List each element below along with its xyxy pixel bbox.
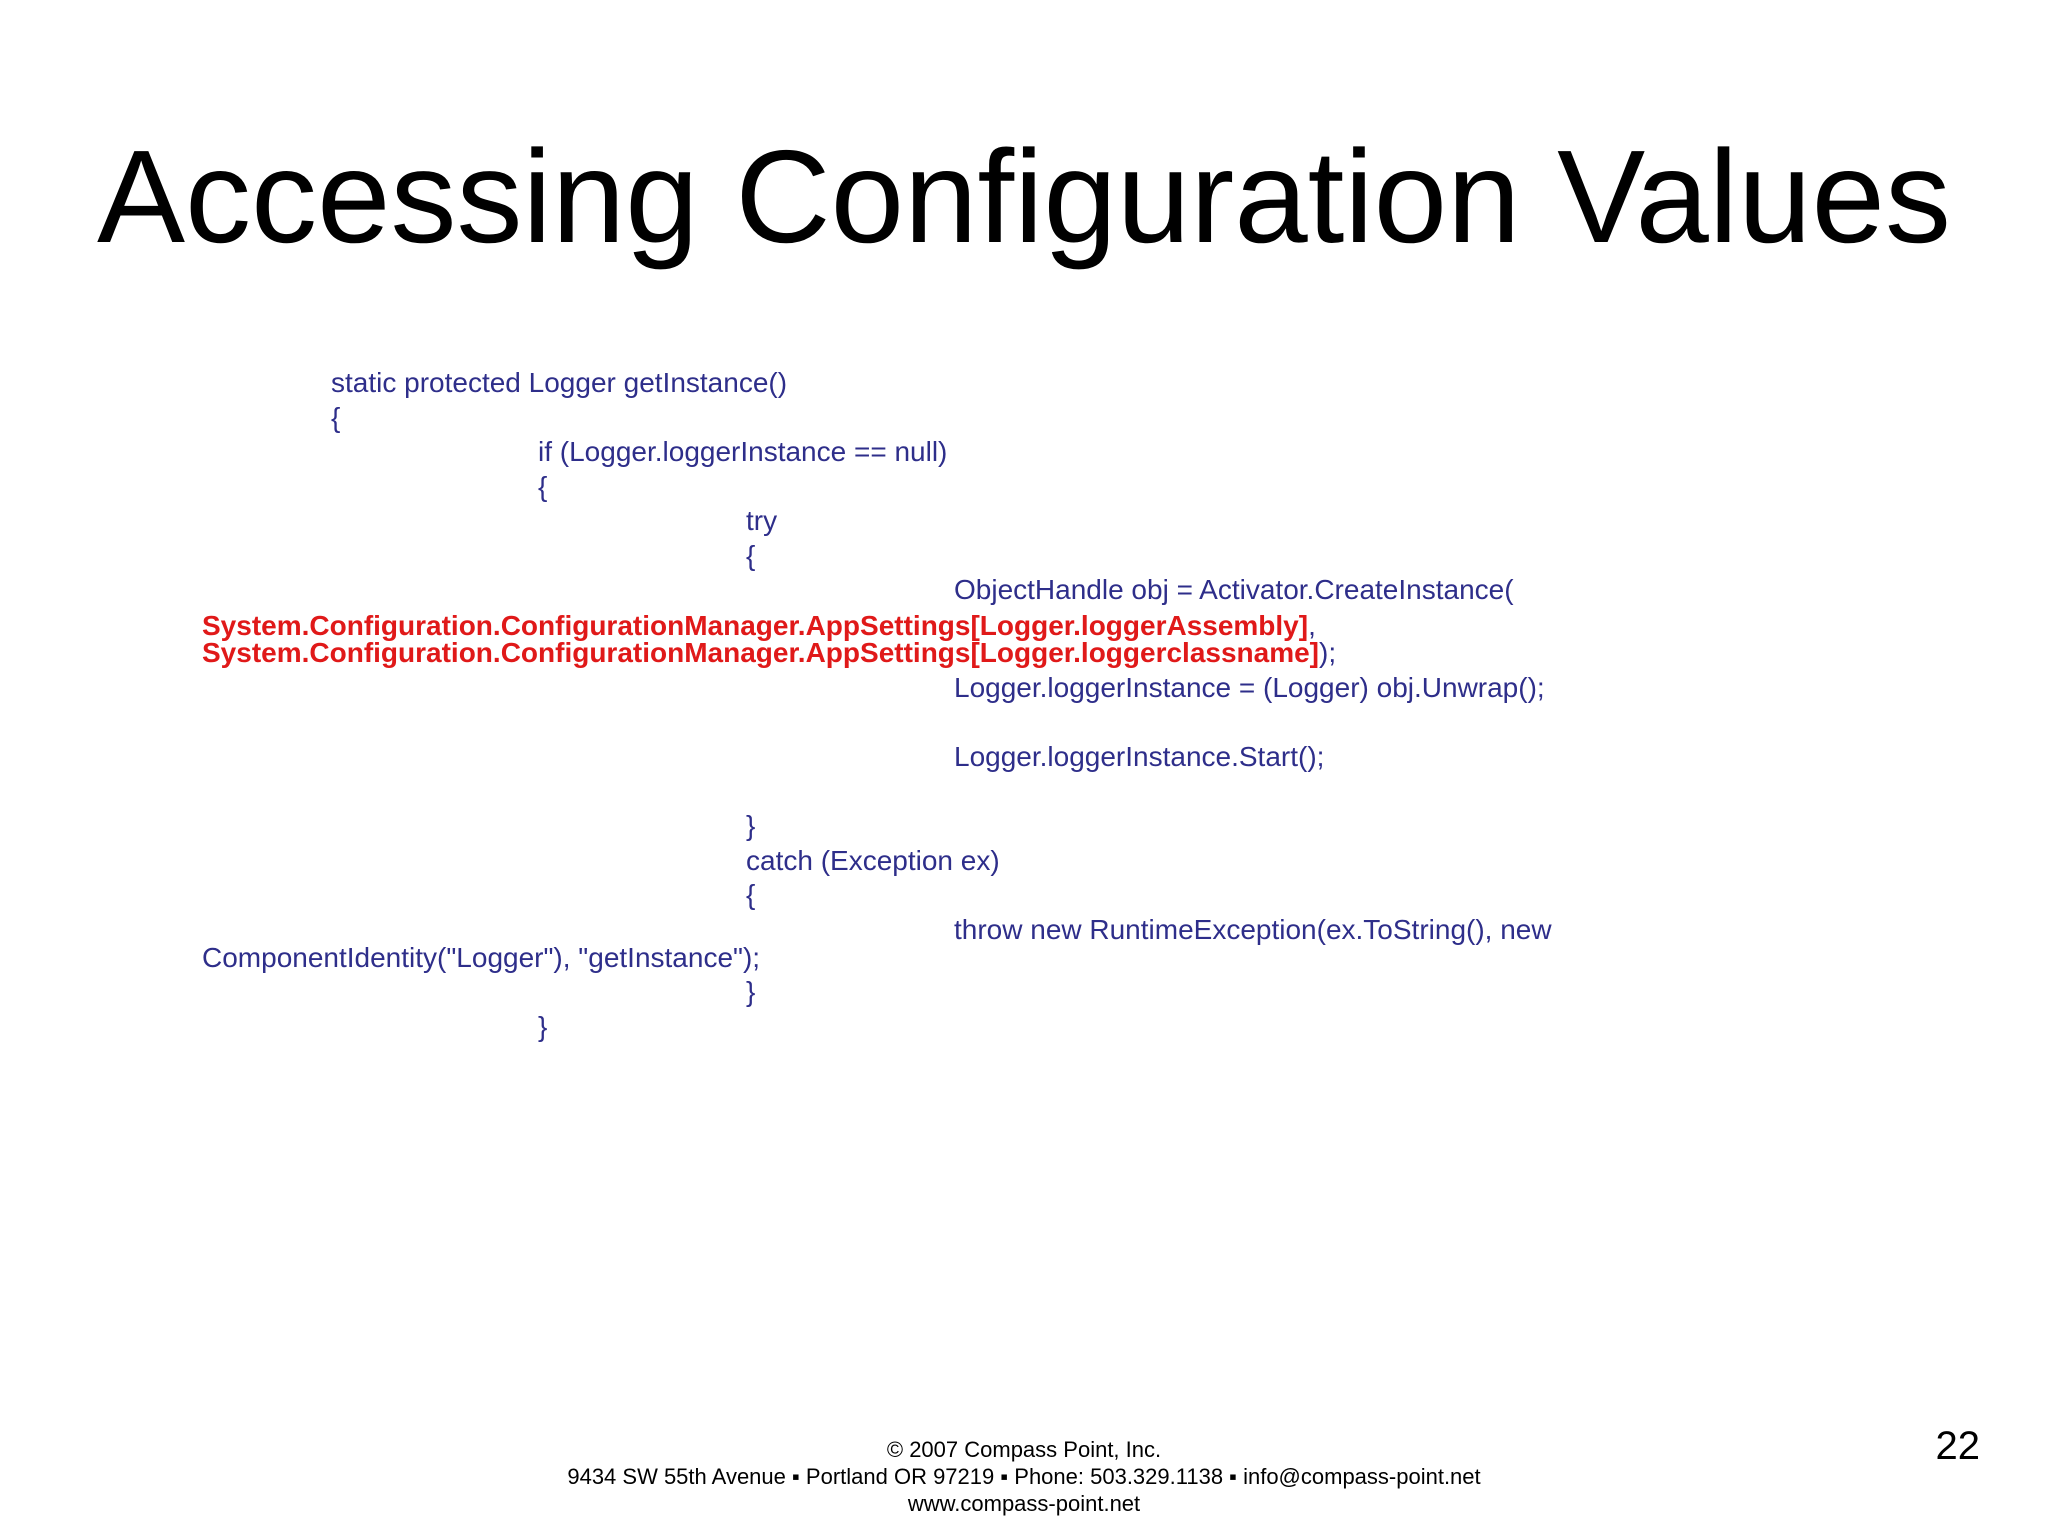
code-line: Logger.loggerInstance = (Logger) obj.Unwrap(); (954, 672, 1545, 703)
code-line: { (331, 402, 341, 433)
slide-title: Accessing Configuration Values (97, 123, 1951, 270)
code-line: ComponentIdentity("Logger"), "getInstance"); (202, 942, 761, 973)
code-line: static protected Logger getInstance() (331, 367, 788, 398)
page-number: 22 (1935, 1424, 1980, 1468)
footer-copyright: © 2007 Compass Point, Inc. (886, 1437, 1162, 1462)
highlighted-code-line (202, 637, 1336, 669)
code-line: } (746, 976, 756, 1007)
highlighted-config-expression: System.Configuration.ConfigurationManager.AppSettings[Logger.loggerAssembly] (202, 610, 1309, 641)
code-line: { (746, 879, 756, 910)
code-line: catch (Exception ex) (746, 845, 1000, 876)
code-punctuation: , (1308, 610, 1316, 641)
footer-address: 9434 SW 55th Avenue ▪ Portland OR 97219 ▪ Phone: 503.329.1138 ▪ info@compass-point.net (567, 1464, 1481, 1489)
code-line: if (Logger.loggerInstance == null) (538, 436, 948, 467)
code-line: { (538, 471, 548, 502)
code-line: Logger.loggerInstance.Start(); (954, 741, 1325, 772)
code-line: { (746, 540, 756, 571)
code-line: } (538, 1011, 548, 1042)
code-line: } (746, 810, 756, 841)
code-line: try (746, 505, 778, 536)
highlighted-config-expression: System.Configuration.ConfigurationManager.AppSettings[Logger.loggerclassname] (202, 637, 1320, 668)
code-line: ObjectHandle obj = Activator.CreateInstance( (954, 574, 1514, 605)
code-line: throw new RuntimeException(ex.ToString(), new (954, 914, 1552, 945)
footer-website: www.compass-point.net (907, 1491, 1141, 1516)
code-punctuation: ); (1319, 637, 1337, 668)
